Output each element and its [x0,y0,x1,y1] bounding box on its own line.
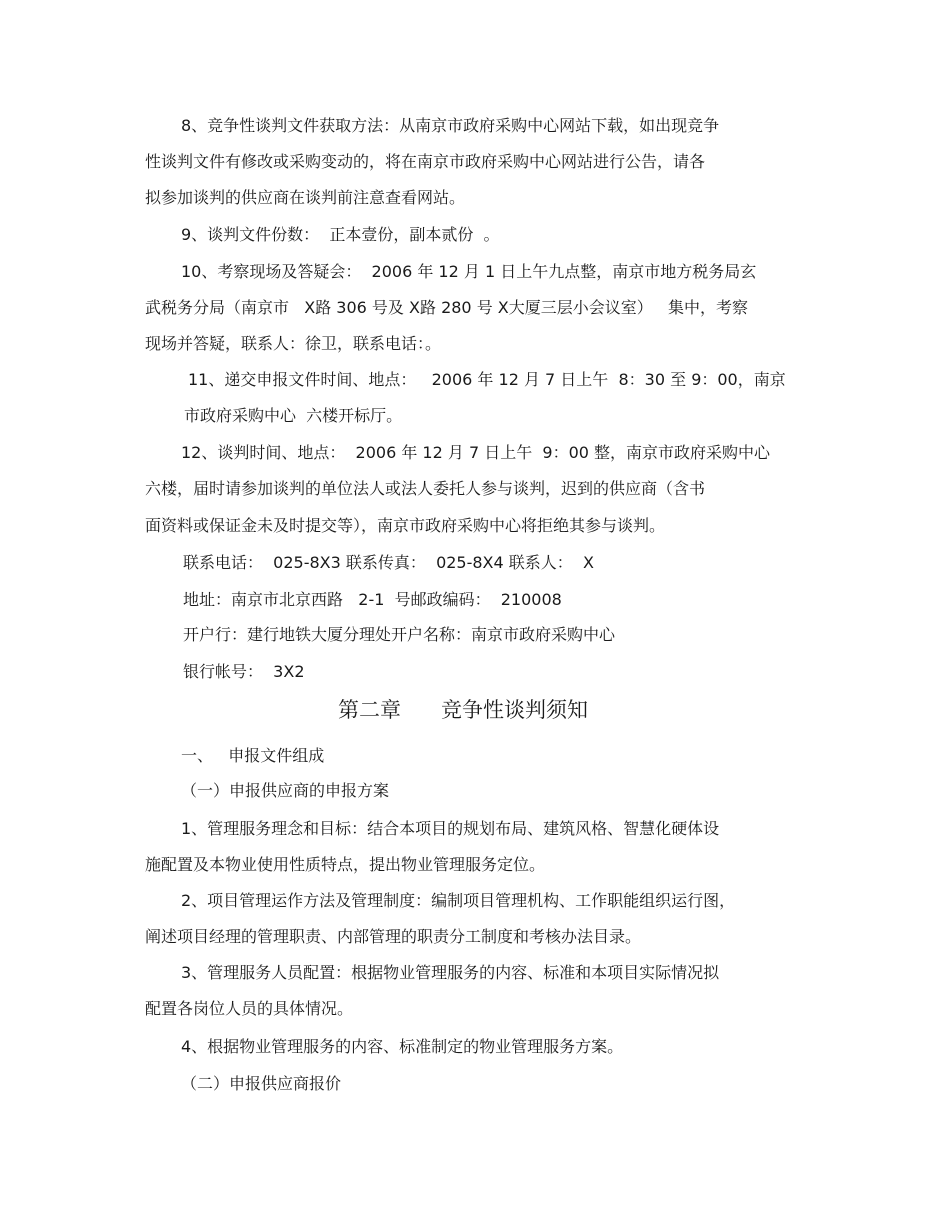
item-1-line-1: 1、管理服务理念和目标：结合本项目的规划布局、建筑风格、智慧化硬体设 [181,819,720,838]
contact-account: 银行帐号： 3X2 [183,662,305,681]
contact-phone-fax: 联系电话： 025-8X3 联系传真： 025-8X4 联系人： X [183,553,594,572]
paragraph-11-line-1: 11、递交申报文件时间、地点： 2006 年 12 月 7 日上午 8：30 至 9：00，南京 [188,370,786,389]
chapter-heading: 第二章 竞争性谈判须知 [338,698,589,722]
item-1-line-2: 施配置及本物业使用性质特点，提出物业管理服务定位。 [145,855,546,874]
paragraph-11-line-2: 市政府采购中心 六楼开标厅。 [184,406,403,425]
paragraph-10-line-1: 10、考察现场及答疑会： 2006 年 12 月 1 日上午九点整，南京市地方税务局玄 [181,262,757,281]
item-3-line-1: 3、管理服务人员配置：根据物业管理服务的内容、标准和本项目实际情况拟 [181,963,720,982]
item-3-line-2: 配置各岗位人员的具体情况。 [145,999,354,1018]
paragraph-10-line-3: 现场并答疑，联系人：徐卫，联系电话：。 [145,334,442,353]
paragraph-8-line-2: 性谈判文件有修改或采购变动的，将在南京市政府采购中心网站进行公告，请各 [145,152,706,171]
paragraph-12-line-1: 12、谈判时间、地点： 2006 年 12 月 7 日上午 9：00 整，南京市政府采购中心 [181,443,771,462]
section-1-heading: 一、 申报文件组成 [181,746,325,765]
item-2-line-2: 阐述项目经理的管理职责、内部管理的职责分工制度和考核办法目录。 [145,927,642,946]
subsection-2-heading: （二）申报供应商报价 [181,1074,342,1093]
contact-bank: 开户行：建行地铁大厦分理处开户名称：南京市政府采购中心 [183,625,616,644]
item-2-line-1: 2、项目管理运作方法及管理制度：编制项目管理机构、工作职能组织运行图， [181,891,736,910]
paragraph-12-line-3: 面资料或保证金未及时提交等），南京市政府采购中心将拒绝其参与谈判。 [145,516,666,535]
paragraph-8-line-1: 8、竞争性谈判文件获取方法：从南京市政府采购中心网站下载，如出现竞争 [181,116,720,135]
paragraph-12-line-2: 六楼，届时请参加谈判的单位法人或法人委托人参与谈判，迟到的供应商（含书 [145,479,706,498]
item-4: 4、根据物业管理服务的内容、标准制定的物业管理服务方案。 [181,1037,624,1056]
subsection-1-heading: （一）申报供应商的申报方案 [181,781,390,800]
paragraph-9: 9、谈判文件份数： 正本壹份，副本贰份 。 [181,225,500,244]
paragraph-8-line-3: 拟参加谈判的供应商在谈判前注意查看网站。 [145,188,466,207]
paragraph-10-line-2: 武税务分局（南京市 X路 306 号及 X路 280 号 X大厦三层小会议室） 集中，考察 [145,298,748,317]
contact-address: 地址：南京市北京西路 2-1 号邮政编码： 210008 [183,590,562,609]
